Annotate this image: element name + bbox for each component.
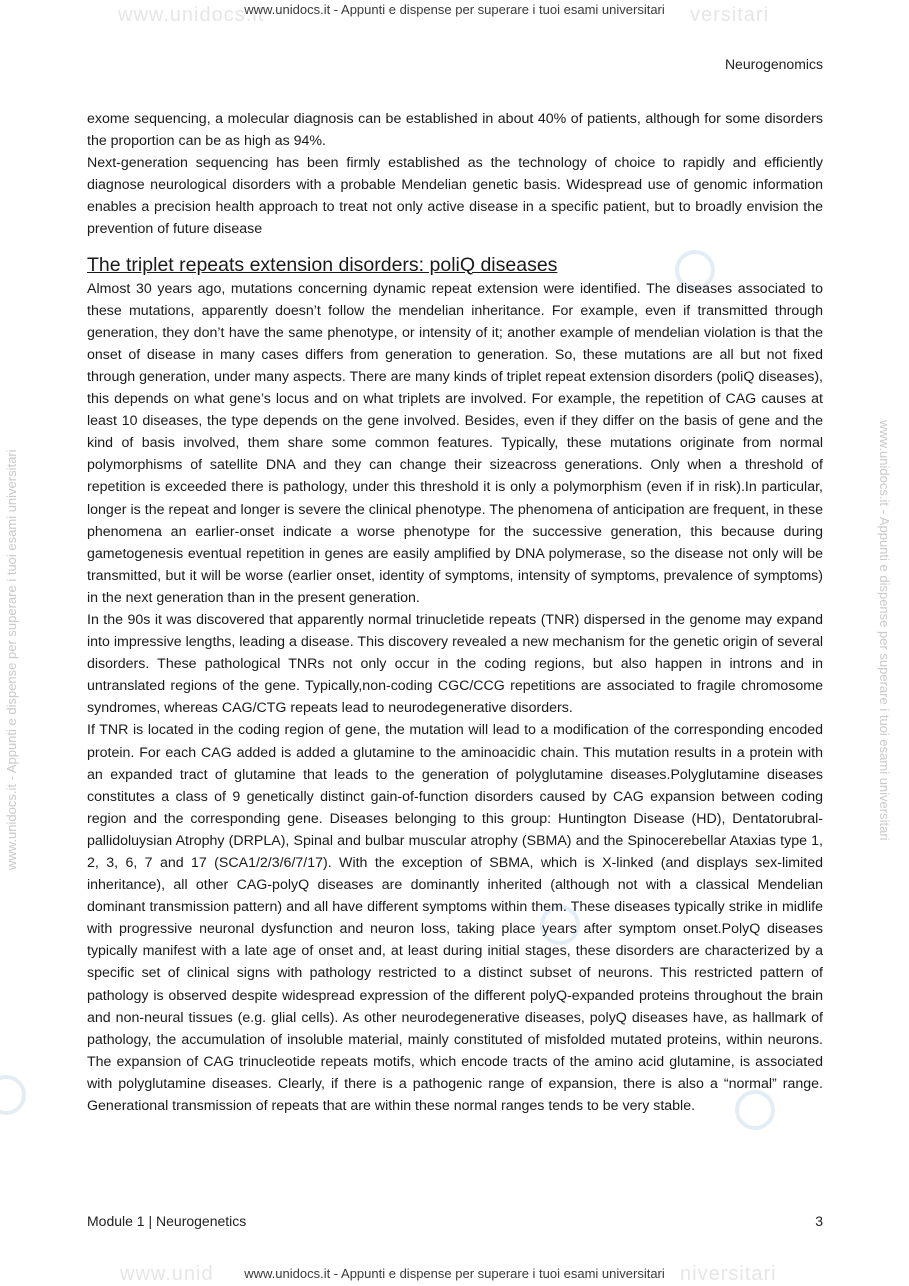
body-paragraph: In the 90s it was discovered that apparently normal trinucletide repeats (TNR) dispersed in the genome may expand into impressive lengths, leading a disease. This discovery revealed a new mechanism for the genetic origin of several disorders. These pathological TNRs not only occur in the coding regions, but also happen in introns and in untranslated regions of the gene. Typically,non-coding CGC/CCG repetitions are associated to fragile chromosome syndromes, whereas CAG/CTG repeats lead to neurodegenerative disorders. xyxy=(87,611,823,717)
watermark-top[interactable]: www.unidocs.it - Appunti e dispense per superare i tuoi esami universitari xyxy=(244,2,665,17)
watermark-bottom[interactable]: www.unidocs.it - Appunti e dispense per superare i tuoi esami universitari xyxy=(244,1266,665,1281)
watermark-ghost-top-right: versitari xyxy=(690,4,770,26)
watermark-right-side: www.unidocs.it - Appunti e dispense per superare i tuoi esami universitari xyxy=(877,420,892,841)
body-paragraph: If TNR is located in the coding region of gene, the mutation will lead to a modification of the corresponding encoded protein. For each CAG added is added a glutamine to the aminoacidic chain. This mutation results in a protein with an expanded tract of glutamine that leads to the generation of polyglutamine diseases.Polyglutamine diseases constitutes a class of 9 genetically distinct gain-of-function disorders caused by CAG expansion between coding region and the corresponding gene. Diseases belonging to this group: Huntington Disease (HD), Dentatorubral-pallidoluysian Atrophy (DRPLA), Spinal and bulbar muscular atrophy (SBMA) and the Spinocerebellar Ataxias type 1, 2, 3, 6, 7 and 17 (SCA1/2/3/6/7/17). With the exception of SBMA, which is X-linked (and displays sex-limited inheritance), all other CAG-polyQ diseases are dominantly inherited (although not with a classical Mendelian dominant transmission pattern) and all have different symptoms within them. These diseases typically strike in midlife with progressive neuronal dysfunction and neuron loss, taking place years after symptom onset.PolyQ diseases typically manifest with a late age of onset and, at least during initial stages, these disorders are characterized by a specific set of clinical signs with pathology restricted to a distinct subset of neurons. This restricted pattern of pathology is observed despite widespread expression of the different polyQ-expanded proteins throughout the brain and non-neural tissues (e.g. glial cells). As other neurodegenerative diseases, polyQ diseases have, as hallmark of pathology, the accumulation of insoluble material, mainly constituted of misfolded mutated proteins, within neurons. The expansion of CAG trinucleotide repeats motifs, which encode tracts of the amino acid glutamine, is associated with polyglutamine diseases. Clearly, if there is a pathogenic range of expansion, there is also a “normal” range. Generational transmission of repeats that are within these normal ranges tends to be very stable. xyxy=(87,722,823,1115)
section-heading: The triplet repeats extension disorders: poliQ diseases xyxy=(87,253,558,276)
body-paragraph: Almost 30 years ago, mutations concerning dynamic repeat extension were identified. The diseases associated to these mutations, apparently doesn’t follow the mendelian inheritance. For example, even if transmitted through generation, they don’t have the same phenotype, or intensity of it; another example of mendelian violation is that the onset of disease in many cases differs from generation to generation. So, these mutations are all but not fixed through generation, under many aspects. There are many kinds of triplet repeat extension disorders (poliQ diseases), this depends on what gene’s locus and on what triplets are involved. For example, the repetition of CAG causes at least 10 diseases, the type depends on the gene involved. Besides, even if they differ on the basis of gene and the kind of basis involved, them share some common features. Typically, these mutations originate from normal polymorphisms of satellite DNA and they can change their sizeacross generations. Only when a threshold of repetition is exceeded there is pathology, under this threshold it is only a polymorphism (even if in risk).In particular, longer is the repeat and longer is severe the clinical phenotype. The phenomena of anticipation are frequent, in these phenomena an earlier-onset indicate a worse phenotype for the successive generation, this because during gametogenesis eventual repetition in genes are easily amplified by DNA polymerase, so the disease not only will be transmitted, but it will be worse (earlier onset, identity of symptoms, intensity of symptoms, prevalence of symptoms) in the next generation than in the present generation. xyxy=(87,280,823,606)
page-body xyxy=(87,108,823,1117)
footer-module: Module 1 | Neurogenetics xyxy=(87,1213,247,1229)
watermark-ghost-bottom-right: niversitari xyxy=(680,1263,777,1285)
intro-paragraph: Next-generation sequencing has been firmly established as the technology of choice to rapidly and efficiently diagnose neurological disorders with a probable Mendelian genetic basis. Widespread use of genomic information enables a precision health approach to treat not only active disease in a specific patient, but to broadly envision the prevention of future disease xyxy=(87,155,823,238)
watermark-logo-icon xyxy=(0,1075,26,1115)
intro-paragraph: exome sequencing, a molecular diagnosis can be established in about 40% of patients, although for some disorders the proportion can be as high as 94%. xyxy=(87,111,823,150)
running-header: Neurogenomics xyxy=(724,56,823,72)
watermark-left-side: www.unidocs.it - Appunti e dispense per superare i tuoi esami universitari xyxy=(4,449,19,870)
page-number: 3 xyxy=(815,1213,823,1229)
watermark-ghost-top: www.unidocs.it xyxy=(118,4,265,26)
watermark-ghost-bottom: www.unid xyxy=(120,1263,214,1285)
